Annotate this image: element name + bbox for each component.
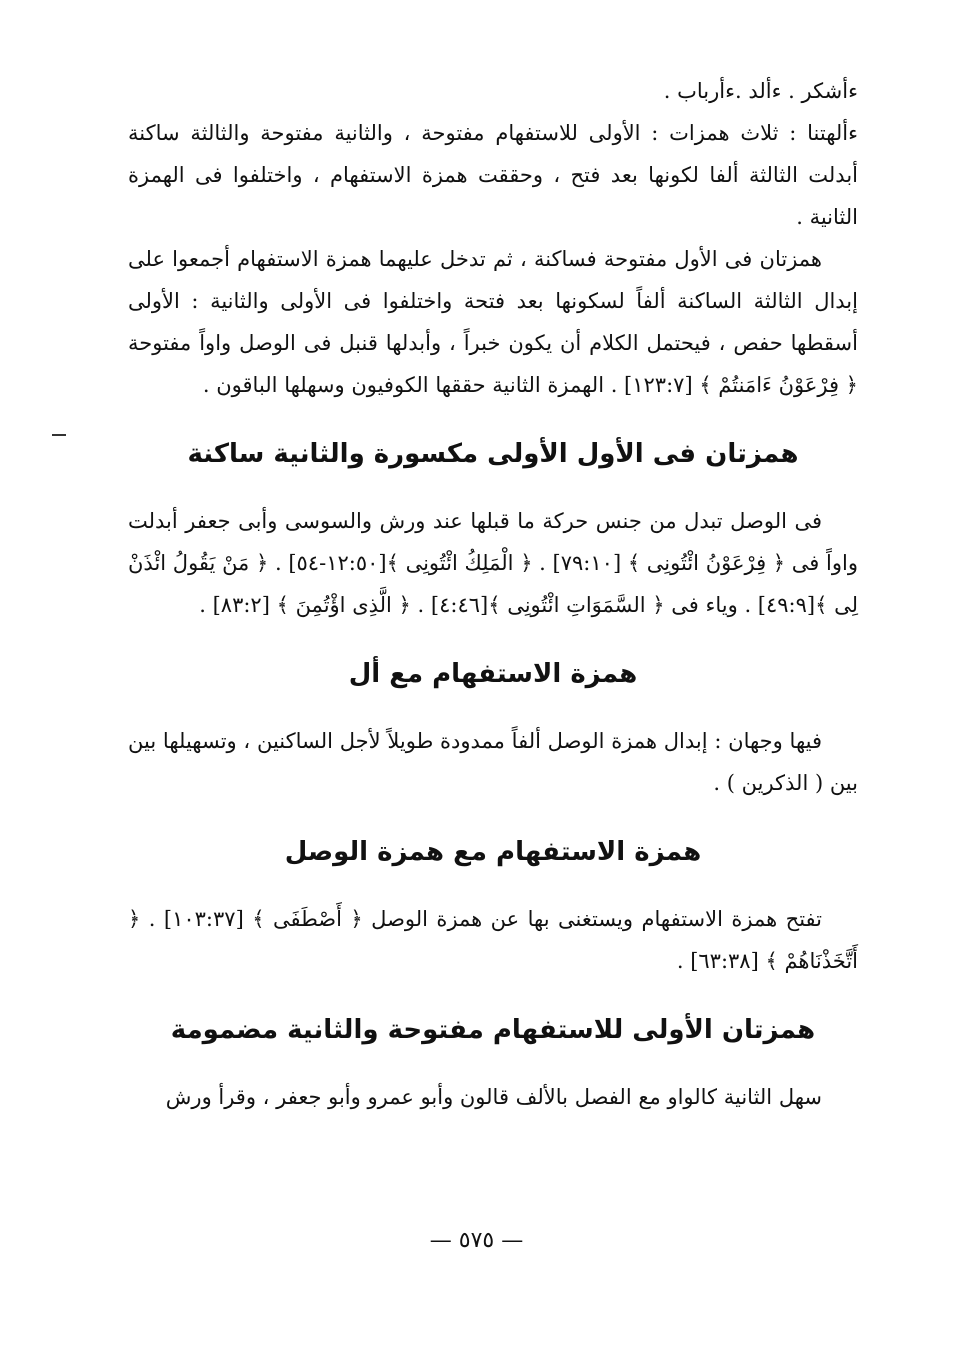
intro-paragraph-2: همزتان فى الأول مفتوحة فساكنة ، ثم تدخل عليهما همزة الاستفهام أجمعوا على إبدال الثالثة الساكنة ألفاً لسكونها بعد فتحة واختلفوا فى الأولى والثانية : الأولى أسقطها حفص ، فيحتمل الكلام أن يكون خبراً ، وأبدلها قنبل فى الوصل واواً مفتوحة ﴿ فِرْعَوْنُ ءَامَنتُمْ ﴾ [١٢٣:٧] . الهمزة الثانية حققها الكوفيون وسهلها الباقون . <box>128 247 858 397</box>
intro-paragraph-1: ءألهتنا : ثلاث همزات : الأولى للاستفهام مفتوحة ، والثانية مفتوحة والثالثة ساكنة أبدلت الثالثة ألفا لكونها بعد فتح ، وحققت همزة الاستفهام ، واختلفوا فى الهمزة الثانية . <box>128 121 858 229</box>
section-paragraph-1: فى الوصل تبدل من جنس حركة ما قبلها عند ورش والسوسى وأبى جعفر أبدلت واواً فى ﴿ فِرْعَوْنُ ائْتُونِى ﴾ [٧٩:١٠] . ﴿ الْمَلِكُ ائْتُونِى ﴾[١٢:٥٠-٥٤] . ﴿ مَنْ يَقُولُ ائْذَنْ لِى ﴾[٤٩:٩] . وياء فى ﴿ السَّمَوَاتِ ائْتُونِى ﴾[٤:٤٦] . ﴿ الَّذِى اؤْتُمِنَ ﴾ [٨٣:٢] . <box>128 509 858 617</box>
section-heading-1: همزتان فى الأول الأولى مكسورة والثانية ساكنة <box>187 439 799 469</box>
section-heading-3: همزة الاستفهام مع همزة الوصل <box>284 837 702 867</box>
page-body <box>128 70 858 1118</box>
section-heading-4: همزتان الأولى للاستفهام مفتوحة والثانية مضمومة <box>170 1015 816 1045</box>
intro-line: ءأشكر . ءألد .ءأرباب . <box>663 79 858 103</box>
margin-mark <box>52 434 66 436</box>
section-paragraph-4: سهل الثانية كالواو مع الفصل بالألف قالون وأبو عمرو وأبو جعفر ، وقرأ ورش <box>165 1085 822 1109</box>
section-paragraph-3: تفتح همزة الاستفهام ويستغنى بها عن همزة الوصل ﴿ أَصْطَفَى ﴾ [١٠٣:٣٧] . ﴿ أَتَّخَذْنَاهُمْ ﴾ [٦٣:٣٨] . <box>128 907 858 973</box>
section-paragraph-2: فيها وجهان : إبدال همزة الوصل ألفاً ممدودة طويلاً لأجل الساكنين ، وتسهيلها بين بين ( الذكرين ) . <box>128 729 858 795</box>
section-heading-2: همزة الاستفهام مع أل <box>348 659 638 689</box>
page-number: — ٥٧٥ — <box>429 1228 524 1253</box>
